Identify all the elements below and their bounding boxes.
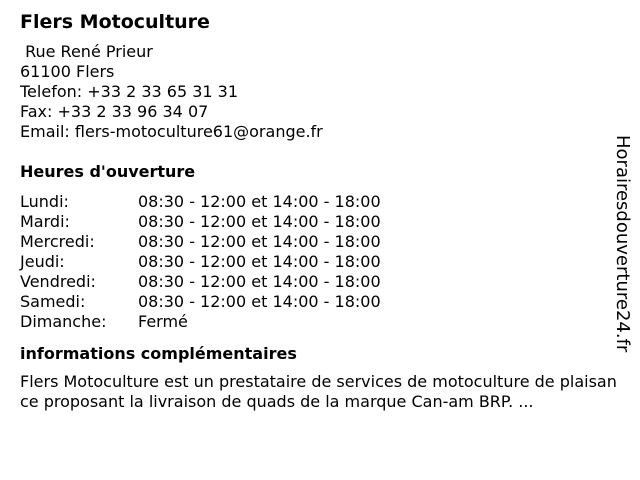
- day-label: Vendredi:: [20, 272, 96, 291]
- day-hours: 08:30 - 12:00 et 14:00 - 18:00: [138, 232, 381, 251]
- site-watermark: Horairesdouverture24.fr: [612, 135, 633, 353]
- hours-row: [20, 192, 620, 212]
- business-name: Flers Motoculture: [20, 11, 210, 33]
- day-label: Dimanche:: [20, 312, 107, 331]
- opening-hours-table: [20, 192, 620, 332]
- day-label: Lundi:: [20, 192, 69, 211]
- contact-block: [20, 42, 620, 142]
- fax-number: Fax: +33 2 33 96 34 07: [20, 102, 209, 121]
- day-hours: 08:30 - 12:00 et 14:00 - 18:00: [138, 252, 381, 271]
- day-hours: 08:30 - 12:00 et 14:00 - 18:00: [138, 192, 381, 211]
- business-card: [20, 10, 620, 412]
- day-label: Mardi:: [20, 212, 70, 231]
- hours-row: [20, 292, 620, 312]
- hours-row: [20, 272, 620, 292]
- email-address: Email: flers-motoculture61@orange.fr: [20, 122, 323, 141]
- phone-number: Telefon: +33 2 33 65 31 31: [20, 82, 239, 101]
- hours-row: [20, 312, 620, 332]
- day-label: Samedi:: [20, 292, 86, 311]
- day-label: Mercredi:: [20, 232, 95, 251]
- opening-hours-heading: Heures d'ouverture: [20, 162, 196, 181]
- additional-info-text: Flers Motoculture est un prestataire de services de motoculture de plaisance proposant la livraison de quads de la marque Can-am BRP. ...: [20, 372, 617, 411]
- address-city: 61100 Flers: [20, 62, 115, 81]
- day-label: Jeudi:: [20, 252, 65, 271]
- day-hours: 08:30 - 12:00 et 14:00 - 18:00: [138, 292, 381, 311]
- hours-row: [20, 252, 620, 272]
- day-hours: Fermé: [138, 312, 188, 331]
- hours-row: [20, 232, 620, 252]
- hours-row: [20, 212, 620, 232]
- address-street: Rue René Prieur: [20, 42, 153, 61]
- additional-info-heading: informations complémentaires: [20, 344, 297, 363]
- day-hours: 08:30 - 12:00 et 14:00 - 18:00: [138, 272, 381, 291]
- day-hours: 08:30 - 12:00 et 14:00 - 18:00: [138, 212, 381, 231]
